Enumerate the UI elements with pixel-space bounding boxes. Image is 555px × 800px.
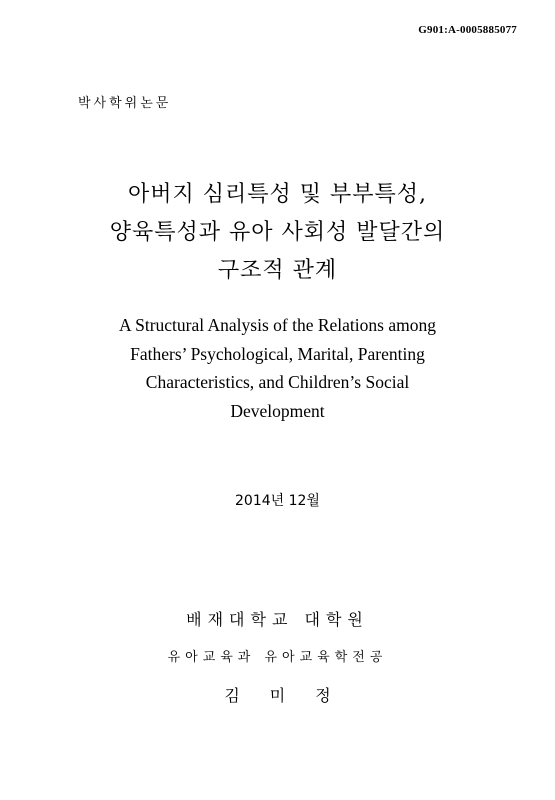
department-name: 유아교육과 유아교육학전공: [167, 650, 388, 665]
degree-type: 박사학위논문: [78, 96, 172, 111]
english-title-line-3: Characteristics, and Children’s Social: [145, 372, 410, 392]
english-title: [0, 311, 555, 425]
document-id: G901:A-0005885077: [418, 24, 517, 36]
korean-title-line-2: 양육특성과 유아 사회성 발달간의: [109, 220, 446, 245]
english-title-line-2: Fathers’ Psychological, Marital, Parenting: [130, 343, 425, 364]
submission-date: 2014년 12월: [235, 493, 320, 509]
author-name: 김미정: [224, 686, 361, 705]
english-title-line-4: Development: [230, 400, 325, 421]
university-name: 배재대학교 대학원: [186, 610, 369, 629]
english-title-line-1: A Structural Analysis of the Relations among: [119, 315, 436, 335]
korean-title-line-3: 구조적 관계: [217, 258, 338, 283]
korean-title-line-1: 아버지 심리특성 및 부부특성,: [128, 182, 427, 207]
korean-title: [0, 176, 555, 290]
